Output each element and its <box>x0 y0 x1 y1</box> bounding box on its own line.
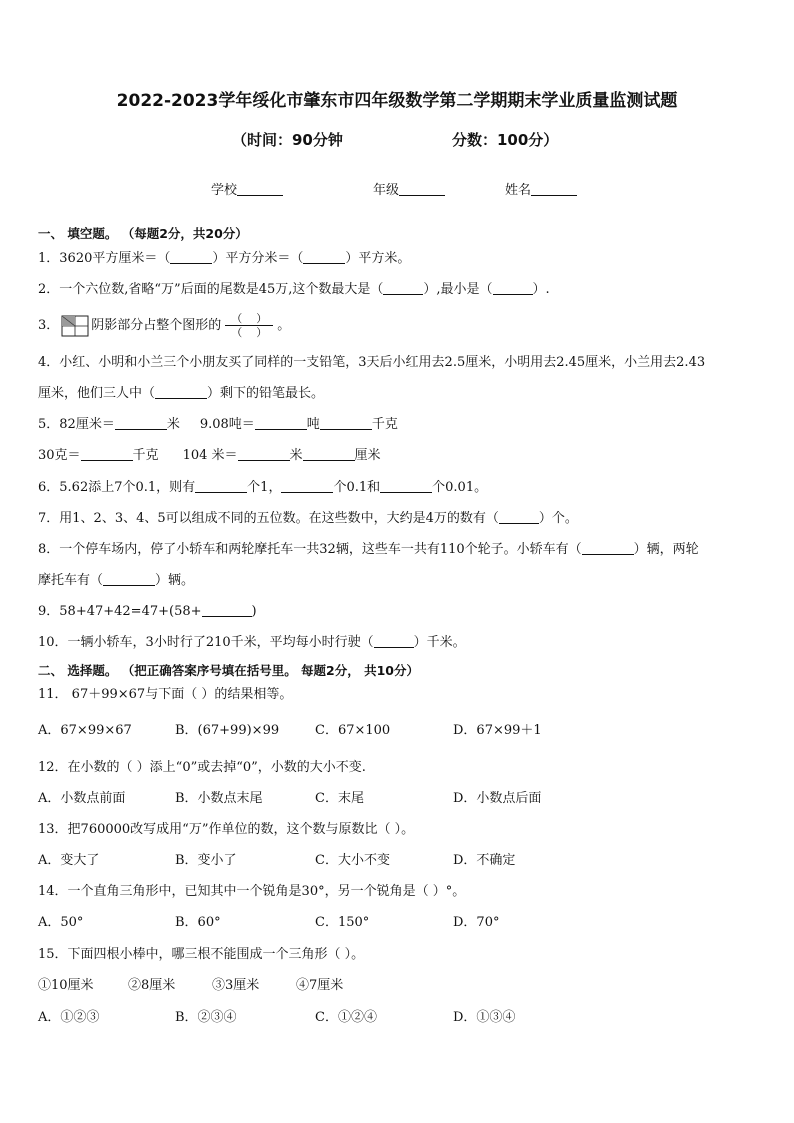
school-blank[interactable] <box>237 182 283 196</box>
question-13: 13．把760000改写成用“万”作单位的数，这个数与原数比（ ）。 <box>38 822 415 837</box>
answer-blank[interactable] <box>320 416 372 430</box>
q11-option-d[interactable]: D．67×99＋1 <box>453 723 542 738</box>
question-9: 9．58+47+42=47+(58+ ) <box>38 604 257 619</box>
answer-blank[interactable] <box>170 250 212 264</box>
q14-option-a[interactable]: A．50° <box>38 915 84 930</box>
answer-blank[interactable] <box>281 479 333 493</box>
exam-score: 分数：100分） <box>452 131 559 149</box>
question-4-line2: 厘米，他们三人中（ ）剩下的铅笔最长。 <box>38 386 325 401</box>
question-11: 11． 67＋99×67与下面（ ）的结果相等。 <box>38 687 293 702</box>
q14-option-d[interactable]: D．70° <box>453 915 500 930</box>
answer-blank[interactable] <box>582 541 634 555</box>
question-5-line1: 5．82厘米＝ 米 9.08吨＝ 吨 千克 <box>38 417 398 432</box>
q15-option-d[interactable]: D．①③④ <box>453 1010 516 1025</box>
q11-option-c[interactable]: C．67×100 <box>315 723 391 738</box>
question-5-line2: 30克＝ 千克 104 米＝ 米 厘米 <box>38 448 381 463</box>
q13-option-a[interactable]: A．变大了 <box>38 853 100 868</box>
section2-heading: 二、 选择题。 （把正确答案序号填在括号里。 每题2分， 共10分） <box>38 663 420 678</box>
q11-option-b[interactable]: B．(67+99)×99 <box>175 723 280 738</box>
question-10: 10．一辆小轿车，3小时行了210千米，平均每小时行驶（ ）千米。 <box>38 635 466 650</box>
answer-blank[interactable] <box>202 603 252 617</box>
answer-blank[interactable] <box>195 479 247 493</box>
q12-option-a[interactable]: A．小数点前面 <box>38 791 126 806</box>
question-12: 12．在小数的（ ）添上“0”或去掉“0”，小数的大小不变. <box>38 760 366 775</box>
answer-blank[interactable] <box>115 416 167 430</box>
answer-blank[interactable] <box>81 447 133 461</box>
q15-stick-1: ①10厘米 <box>38 978 94 993</box>
shaded-figure-icon <box>61 315 89 337</box>
q11-option-a[interactable]: A．67×99×67 <box>38 723 132 738</box>
answer-blank[interactable] <box>383 281 423 295</box>
question-14: 14．一个直角三角形中，已知其中一个锐角是30°，另一个锐角是（ ）°。 <box>38 884 466 899</box>
answer-blank[interactable] <box>238 447 290 461</box>
name-label: 姓名 <box>505 183 532 198</box>
q12-option-d[interactable]: D．小数点后面 <box>453 791 542 806</box>
section1-heading: 一、 填空题。 （每题2分，共20分） <box>38 226 248 241</box>
answer-blank[interactable] <box>255 416 307 430</box>
question-7: 7．用1、2、3、4、5可以组成不同的五位数。在这些数中，大约是4万的数有（ ）个。 <box>38 511 578 526</box>
question-4-line1: 4．小红、小明和小兰三个小朋友买了同样的一支铅笔，3天后小红用去2.5厘米，小明用去2.45厘米，小兰用去2.43 <box>38 355 706 370</box>
question-6: 6．5.62添上7个0.1，则有 个1， 个0.1和 个0.01。 <box>38 480 488 495</box>
exam-title: 2022-2023学年绥化市肇东市四年级数学第二学期期末学业质量监测试题 <box>116 91 678 111</box>
q15-stick-2: ②8厘米 <box>128 978 176 993</box>
exam-time: （时间：90分钟 <box>232 131 343 149</box>
answer-blank[interactable] <box>155 385 207 399</box>
q14-option-b[interactable]: B．60° <box>175 915 221 930</box>
q12-option-c[interactable]: C．末尾 <box>315 791 364 806</box>
question-15: 15．下面四根小棒中，哪三根不能围成一个三角形（ ）。 <box>38 947 365 962</box>
q15-stick-4: ④7厘米 <box>296 978 344 993</box>
answer-blank[interactable] <box>499 510 539 524</box>
q15-option-b[interactable]: B．②③④ <box>175 1010 237 1025</box>
grade-blank[interactable] <box>399 182 445 196</box>
grade-label: 年级 <box>373 183 400 198</box>
q15-option-c[interactable]: C．①②④ <box>315 1010 377 1025</box>
question-1: 1．3620平方厘米＝（ ）平方分米＝（ ）平方米。 <box>38 251 411 266</box>
question-8-line2: 摩托车有（ ）辆。 <box>38 573 195 588</box>
name-field[interactable] <box>505 179 577 198</box>
school-field[interactable] <box>211 179 283 198</box>
answer-blank[interactable] <box>374 634 414 648</box>
answer-blank[interactable] <box>303 447 355 461</box>
school-label: 学校 <box>211 183 238 198</box>
answer-blank[interactable] <box>103 572 155 586</box>
answer-blank[interactable] <box>303 250 345 264</box>
question-3: 3． 阴影部分占整个图形的 $\frac{( )}{( )}$ 。 <box>38 312 291 339</box>
name-blank[interactable] <box>531 182 577 196</box>
q13-option-d[interactable]: D．不确定 <box>453 853 516 868</box>
answer-blank[interactable] <box>380 479 432 493</box>
q15-option-a[interactable]: A．①②③ <box>38 1010 100 1025</box>
question-2: 2．一个六位数,省略“万”后面的尾数是45万,这个数最大是（ ）,最小是（ ）. <box>38 282 550 297</box>
question-8-line1: 8．一个停车场内，停了小轿车和两轮摩托车一共32辆，这些车一共有110个轮子。小轿车有（ ）辆，两轮 <box>38 542 699 557</box>
q15-stick-3: ③3厘米 <box>212 978 260 993</box>
q14-option-c[interactable]: C．150° <box>315 915 370 930</box>
answer-blank[interactable] <box>493 281 533 295</box>
q12-option-b[interactable]: B．小数点末尾 <box>175 791 263 806</box>
grade-field[interactable] <box>373 179 445 198</box>
fraction-blank[interactable]: $\frac{( )}{( )}$ <box>225 312 273 339</box>
q13-option-b[interactable]: B．变小了 <box>175 853 237 868</box>
q13-option-c[interactable]: C．大小不变 <box>315 853 390 868</box>
